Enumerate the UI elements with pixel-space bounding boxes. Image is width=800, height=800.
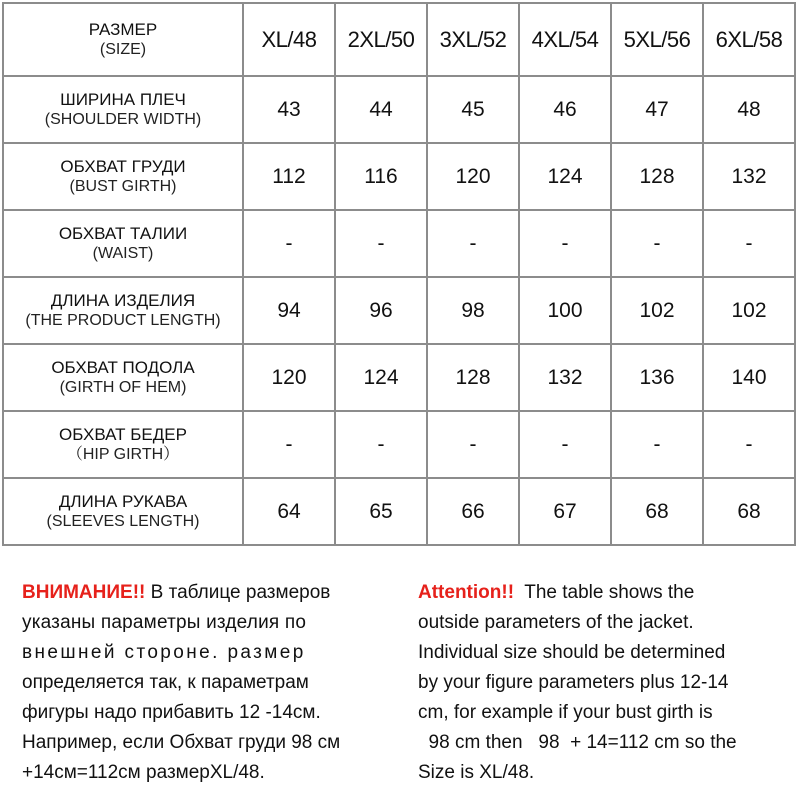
measurement-row [3, 143, 795, 210]
measurement-value: 65 [335, 478, 427, 545]
measurement-label-ru: ДЛИНА РУКАВА [58, 491, 188, 511]
measurement-label-ru: ОБХВАТ ПОДОЛА [51, 357, 195, 377]
measurement-label-ru: ОБХВАТ ТАЛИИ [58, 223, 188, 243]
note-en-line: Individual size should be determined [418, 642, 726, 663]
measurement-label [3, 210, 243, 277]
measurement-value: 46 [519, 76, 611, 143]
size-header-row [3, 3, 795, 76]
measurement-value: - [427, 411, 519, 478]
measurement-value: 132 [703, 143, 795, 210]
measurement-value: 48 [703, 76, 795, 143]
measurement-value: - [519, 411, 611, 478]
measurement-value: - [335, 210, 427, 277]
note-ru-line: +14см=112см размерXL/48. [22, 762, 265, 783]
measurement-value: - [611, 210, 703, 277]
measurement-value: 67 [519, 478, 611, 545]
measurement-value: 124 [335, 344, 427, 411]
note-en-line: cm, for example if your bust girth is [418, 702, 713, 723]
measurement-value: 100 [519, 277, 611, 344]
measurement-value: 120 [427, 143, 519, 210]
measurement-row [3, 411, 795, 478]
measurement-value: - [243, 411, 335, 478]
measurement-value: 96 [335, 277, 427, 344]
measurement-value: 45 [427, 76, 519, 143]
measurement-row [3, 76, 795, 143]
measurement-value: 64 [243, 478, 335, 545]
measurement-value: 116 [335, 143, 427, 210]
measurement-value: - [703, 411, 795, 478]
size-header-cell: 3XL/52 [427, 3, 519, 76]
measurement-label [3, 478, 243, 545]
note-en-line: 98 cm then 98 + 14=112 cm so the [418, 732, 737, 753]
measurement-label [3, 143, 243, 210]
measurement-value: - [243, 210, 335, 277]
measurement-label-en: (BUST GIRTH) [69, 177, 177, 195]
note-ru-line: указаны параметры изделия по [22, 612, 307, 633]
measurement-value: 128 [611, 143, 703, 210]
measurement-label [3, 76, 243, 143]
attention-label-en: Attention!! [418, 582, 515, 603]
measurement-value: - [611, 411, 703, 478]
size-header-cell: 5XL/56 [611, 3, 703, 76]
measurement-row [3, 210, 795, 277]
measurement-label-en: (SLEEVES LENGTH) [46, 512, 200, 530]
size-header-cell: XL/48 [243, 3, 335, 76]
measurement-value: 140 [703, 344, 795, 411]
measurement-label-en: (GIRTH OF HEM) [59, 378, 187, 396]
measurement-value: 124 [519, 143, 611, 210]
measurement-label [3, 411, 243, 478]
note-ru-line: В таблице размеров [145, 582, 331, 603]
measurement-label-en: (SHOULDER WIDTH) [44, 110, 202, 128]
measurement-value: 98 [427, 277, 519, 344]
measurement-label-en: （HIP GIRTH） [66, 445, 180, 463]
measurement-label-ru: ОБХВАТ БЕДЕР [59, 424, 187, 444]
measurement-value: 94 [243, 277, 335, 344]
size-header-cell: 4XL/54 [519, 3, 611, 76]
measurement-value: 112 [243, 143, 335, 210]
measurement-row [3, 344, 795, 411]
measurement-label-en: (THE PRODUCT LENGTH) [25, 311, 221, 329]
attention-label-ru: ВНИМАНИЕ!! [22, 582, 146, 603]
measurement-value: 43 [243, 76, 335, 143]
measurement-label-ru: ДЛИНА ИЗДЕЛИЯ [50, 290, 196, 310]
measurement-value: 136 [611, 344, 703, 411]
measurement-value: 68 [611, 478, 703, 545]
measurement-label-en: (WAIST) [92, 244, 154, 262]
note-en-line: by your figure parameters plus 12-14 [418, 672, 729, 693]
attention-note-ru [22, 578, 392, 788]
measurement-label [3, 277, 243, 344]
measurement-value: - [519, 210, 611, 277]
size-header-label [3, 3, 243, 76]
measurement-value: - [703, 210, 795, 277]
note-en-line: Size is XL/48. [418, 762, 535, 783]
measurement-value: - [335, 411, 427, 478]
size-chart-table [2, 2, 796, 546]
note-ru-line: фигуры надо прибавить 12 -14см. [22, 702, 321, 723]
measurement-label-ru: ШИРИНА ПЛЕЧ [60, 89, 186, 109]
note-ru-line: внешней стороне. размер [22, 642, 306, 663]
measurement-value: 47 [611, 76, 703, 143]
size-header-cell: 6XL/58 [703, 3, 795, 76]
measurement-value: 102 [703, 277, 795, 344]
note-ru-line: определяется так, к параметрам [22, 672, 309, 693]
measurement-value: 132 [519, 344, 611, 411]
measurement-value: 102 [611, 277, 703, 344]
measurement-label-ru: ОБХВАТ ГРУДИ [60, 156, 186, 176]
note-en-line: outside parameters of the jacket. [418, 612, 694, 633]
measurement-value: 128 [427, 344, 519, 411]
size-header-cell: 2XL/50 [335, 3, 427, 76]
measurement-value: 66 [427, 478, 519, 545]
size-chart-body [3, 3, 795, 545]
attention-note-en [418, 578, 788, 788]
measurement-value: 68 [703, 478, 795, 545]
size-header-label-ru: РАЗМЕР [88, 19, 158, 39]
measurement-label [3, 344, 243, 411]
note-ru-line: Например, если Обхват груди 98 см [22, 732, 341, 753]
measurement-value: 120 [243, 344, 335, 411]
size-header-label-en: (SIZE) [99, 40, 147, 58]
note-en-line: The table shows the [514, 582, 695, 603]
measurement-row [3, 478, 795, 545]
measurement-value: 44 [335, 76, 427, 143]
measurement-value: - [427, 210, 519, 277]
measurement-row [3, 277, 795, 344]
